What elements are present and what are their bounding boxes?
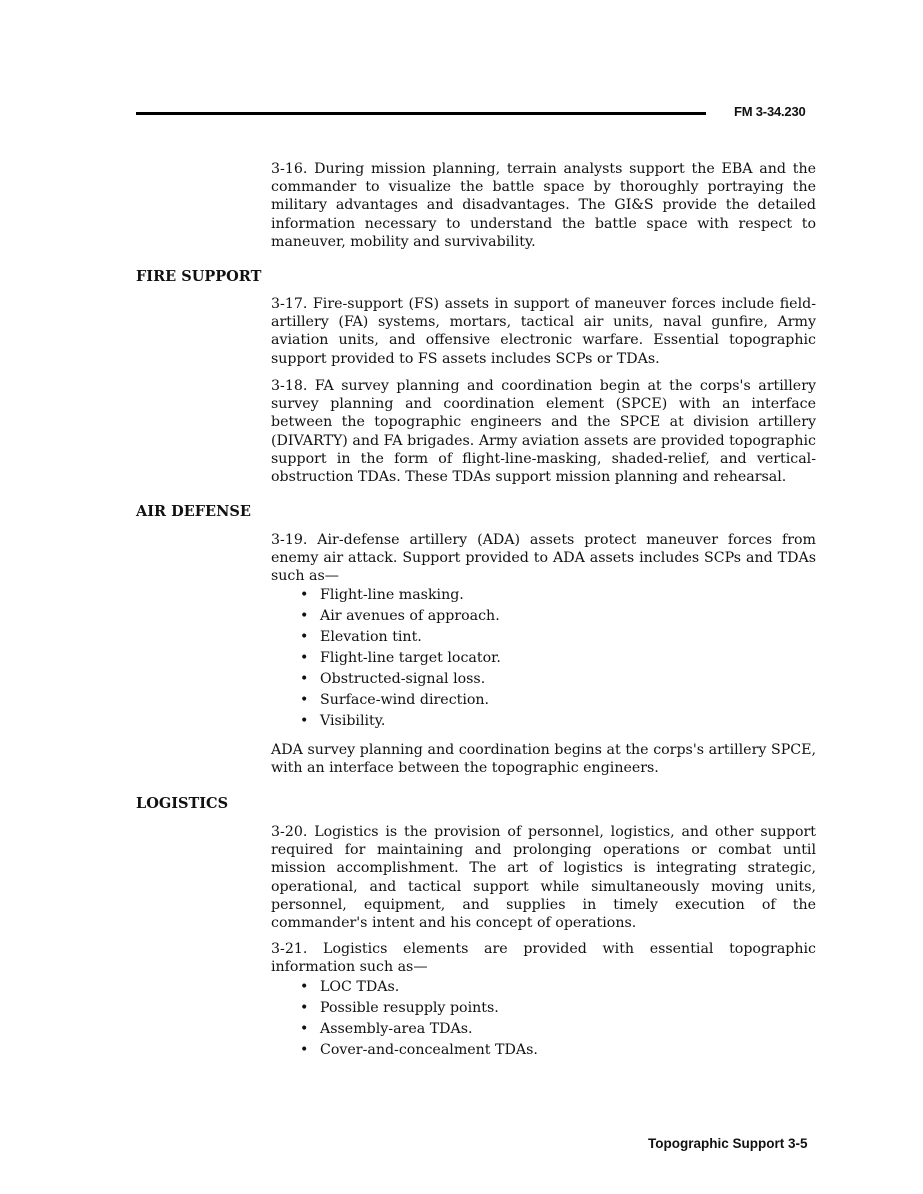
list-item: • Flight-line masking.	[300, 585, 501, 606]
list-item: • Visibility.	[300, 711, 501, 732]
paragraph-3-20: 3-20. Logistics is the provision of personnel, logistics, and other support required for maintaining and prolonging operations or combat until mission accomplishment. The art of logistics is integrating strategic, operational, and tactical support while simultaneously moving units, personnel, equipment, and supplies in timely execution of the commander's intent and his concept of operations.	[271, 824, 816, 932]
air-defense-bullet-list	[300, 585, 501, 732]
bullet-icon: •	[300, 671, 309, 687]
paragraph-3-21: 3-21. Logistics elements are provided with essential topographic information such as—	[271, 941, 816, 976]
bullet-icon: •	[300, 587, 309, 603]
list-item: • Surface-wind direction.	[300, 690, 501, 711]
paragraph-3-16: 3-16. During mission planning, terrain analysts support the EBA and the commander to visualize the battle space by thoroughly portraying the military advantages and disadvantages. The GI&S provide the detailed information necessary to understand the battle space with respect to maneuver, mobility and survivability.	[271, 161, 816, 250]
list-item: • Assembly-area TDAs.	[300, 1019, 538, 1040]
list-item: • Elevation tint.	[300, 627, 501, 648]
bullet-icon: •	[300, 713, 309, 729]
document-code: FM 3-34.230	[734, 104, 806, 119]
bullet-icon: •	[300, 608, 309, 624]
header-rule	[136, 112, 706, 115]
bullet-icon: •	[300, 1042, 309, 1058]
logistics-bullet-list	[300, 977, 538, 1061]
paragraph-ada-survey: ADA survey planning and coordination begins at the corps's artillery SPCE, with an interface between the topographic engineers.	[271, 742, 816, 777]
list-item: • Flight-line target locator.	[300, 648, 501, 669]
paragraph-3-17: 3-17. Fire-support (FS) assets in support of maneuver forces include field-artillery (FA) systems, mortars, tactical air units, naval gunfire, Army aviation units, and offensive electronic warfare. Essential topographic support provided to FS assets includes SCPs or TDAs.	[271, 296, 816, 367]
bullet-icon: •	[300, 979, 309, 995]
paragraph-3-19: 3-19. Air-defense artillery (ADA) assets protect maneuver forces from enemy air attack. Support provided to ADA assets includes SCPs and TDAs such as—	[271, 532, 816, 585]
bullet-icon: •	[300, 650, 309, 666]
list-item: • LOC TDAs.	[300, 977, 538, 998]
bullet-icon: •	[300, 1000, 309, 1016]
bullet-icon: •	[300, 1021, 309, 1037]
bullet-icon: •	[300, 629, 309, 645]
paragraph-3-18: 3-18. FA survey planning and coordination begin at the corps's artillery survey planning and coordination element (SPCE) with an interface between the topographic engineers and the SPCE at division artillery (DIVARTY) and FA brigades. Army aviation assets are provided topographic support in the form of flight-line-masking, shaded-relief, and vertical-obstruction TDAs. These TDAs support mission planning and rehearsal.	[271, 378, 816, 486]
list-item: • Air avenues of approach.	[300, 606, 501, 627]
page-footer: Topographic Support 3-5	[648, 1136, 808, 1151]
list-item: • Obstructed-signal loss.	[300, 669, 501, 690]
list-item: • Possible resupply points.	[300, 998, 538, 1019]
list-item: • Cover-and-concealment TDAs.	[300, 1040, 538, 1061]
heading-logistics: LOGISTICS	[136, 795, 229, 812]
heading-air-defense: AIR DEFENSE	[136, 503, 251, 520]
heading-fire-support: FIRE SUPPORT	[136, 268, 262, 285]
bullet-icon: •	[300, 692, 309, 708]
